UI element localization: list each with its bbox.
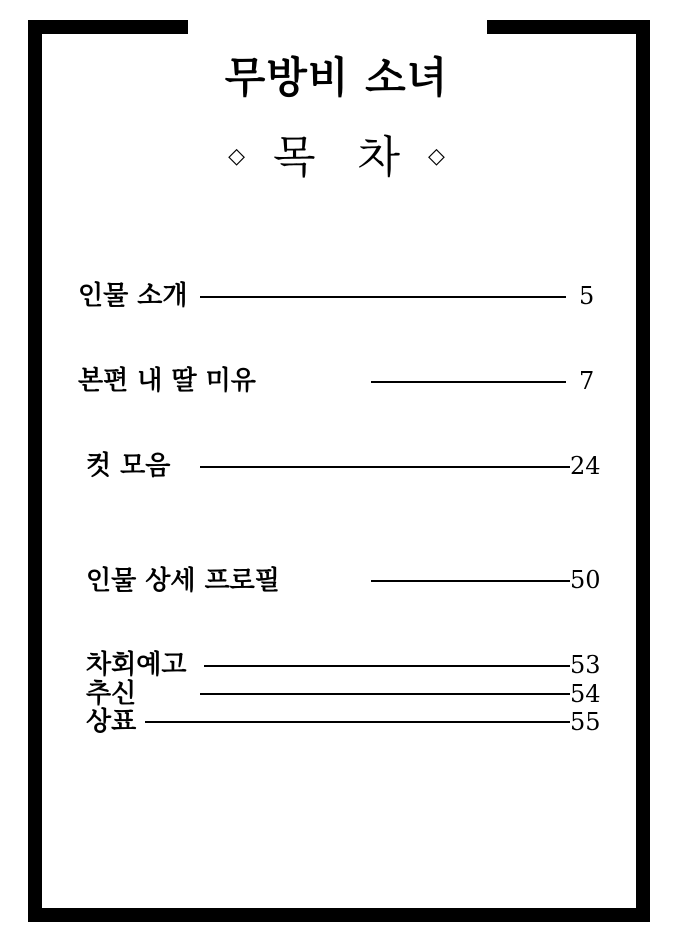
toc-entry-page[interactable]: 5	[579, 282, 595, 310]
toc-leader-line	[200, 296, 566, 298]
toc-leader-line	[200, 466, 570, 468]
toc-entry-label[interactable]: 본편 내 딸 미유	[78, 366, 256, 396]
frame-top-right	[487, 20, 650, 34]
toc-entry-page[interactable]: 54	[570, 680, 601, 708]
toc-entry-page[interactable]: 7	[579, 367, 595, 395]
document-title: 무방비 소녀	[224, 53, 449, 102]
toc-entry-label[interactable]: 상표	[86, 707, 137, 737]
toc-entry-page[interactable]: 55	[570, 708, 601, 736]
diamond-left-icon: ◇	[228, 143, 246, 169]
toc-heading	[0, 130, 673, 189]
toc-entry-label[interactable]: 인물 소개	[78, 281, 188, 311]
toc-entry-label[interactable]: 차회예고	[86, 650, 187, 680]
diamond-right-icon: ◇	[427, 143, 445, 169]
toc-entry-page[interactable]: 53	[570, 651, 601, 679]
toc-heading-text: 목 차	[273, 132, 400, 183]
toc-entry-label[interactable]: 인물 상세 프로필	[86, 566, 280, 596]
toc-entry-page[interactable]: 24	[570, 452, 601, 480]
toc-entry-label[interactable]: 추신	[86, 679, 137, 709]
frame-top-left	[28, 20, 188, 34]
toc-leader-line	[145, 721, 570, 723]
toc-leader-line	[204, 665, 570, 667]
frame-bottom	[28, 908, 650, 922]
toc-entry-page[interactable]: 50	[570, 566, 601, 594]
toc-entry-label[interactable]: 컷 모음	[86, 451, 171, 481]
toc-leader-line	[371, 381, 566, 383]
toc-leader-line	[200, 693, 570, 695]
toc-leader-line	[371, 580, 570, 582]
